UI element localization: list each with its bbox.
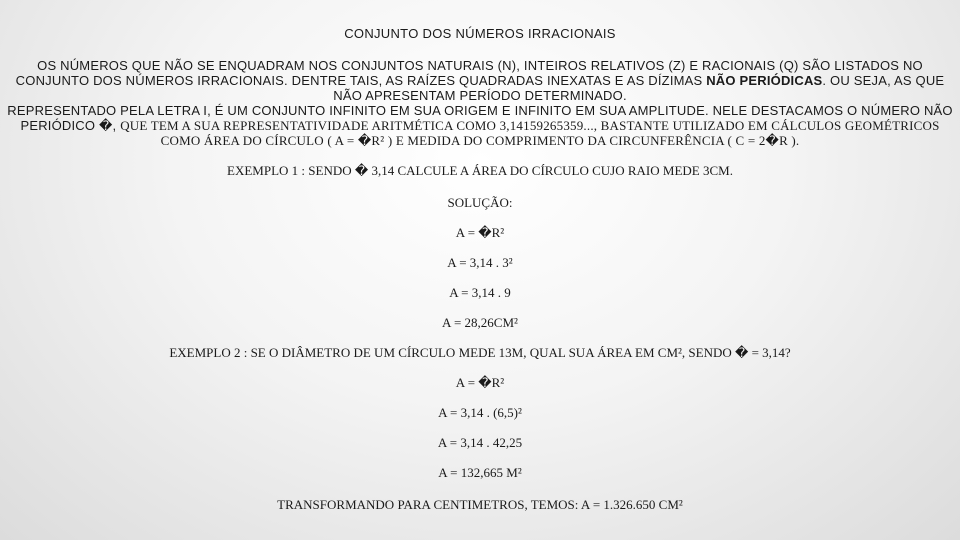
example1-step: A = 3,14 . 3²	[447, 255, 513, 270]
intro-bold-text: NÃO PERIÓDICAS	[706, 73, 823, 88]
representation-paragraph	[6, 103, 954, 148]
example2-step: A = 132,665 M²	[438, 465, 522, 480]
example1-solution-label: SOLUÇÃO:	[447, 195, 513, 210]
example1-step: A = �R²	[455, 225, 505, 240]
example1-statement: EXEMPLO 1 : SENDO � 3,14 CALCULE A ÁREA DO CÍRCULO CUJO RAIO MEDE 3CM.	[227, 163, 733, 178]
example1-step: A = 28,26CM²	[442, 315, 518, 330]
example2-conclusion: TRANSFORMANDO PARA CENTIMETROS, TEMOS: A = 1.326.650 CM²	[277, 497, 683, 512]
example2-step: A = 3,14 . 42,25	[437, 435, 523, 450]
example2-statement: EXEMPLO 2 : SE O DIÂMETRO DE UM CÍRCULO MEDE 13M, QUAL SUA ÁREA EM CM², SENDO � = 3,14?	[169, 345, 791, 360]
intro-text: OS NÚMEROS QUE NÃO SE ENQUADRAM NOS CONJUNTOS NATURAIS (N), INTEIROS RELATIVOS (Z) E RACIONAIS (Q) SÃO LISTADOS NO CONJUNTO DOS NÚMEROS IRRACIONAIS. DENTRE TAIS, AS RAÍZES QUADRADAS INEXATAS E AS DÍZIMAS	[15, 58, 923, 88]
intro-text-end: . OU SEJA, AS QUE NÃO APRESENTAM PERÍODO DETERMINADO.	[333, 73, 945, 103]
representation-text: REPRESENTADO PELA LETRA I, É UM CONJUNTO INFINITO EM SUA ORIGEM E INFINITO EM SUA AMPLITUDE. NELE DESTACAMOS O NÚMERO NÃO PERIÓDICO �,	[7, 103, 953, 133]
example1-step: A = 3,14 . 9	[449, 285, 511, 300]
example2-step: A = �R²	[455, 375, 505, 390]
example2-step: A = 3,14 . (6,5)²	[438, 405, 522, 420]
representation-serif-text: QUE TEM A SUA REPRESENTATIVIDADE ARITMÉTICA COMO 3,14159265359..., BASTANTE UTILIZADO EM CÁLCULOS GEOMÉTRICOS COMO ÁREA DO CÍRCULO ( A = �R² ) E MEDIDA DO COMPRIMENTO DA CIRCUNFERÊNCIA ( C = 2�R ).	[120, 118, 940, 148]
intro-paragraph	[6, 58, 954, 103]
slide-title: CONJUNTO DOS NÚMEROS IRRACIONAIS	[344, 26, 616, 41]
